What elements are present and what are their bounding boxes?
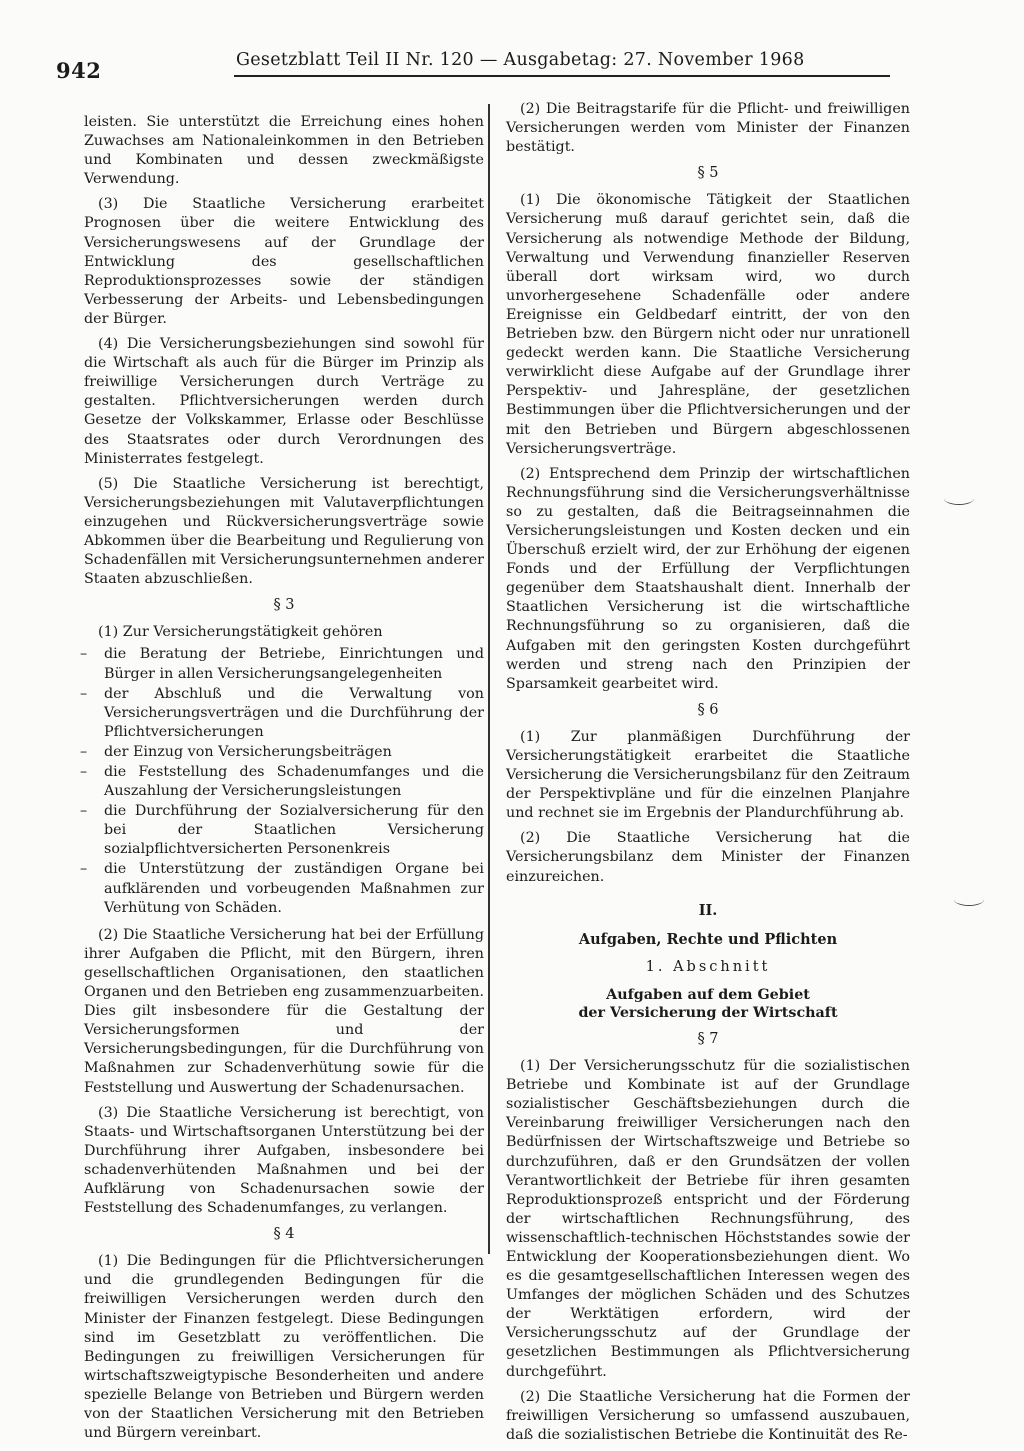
section-heading-3: § 3 bbox=[273, 597, 295, 614]
paragraph: leisten. Sie unterstützt die Erreichung eines hohen Zuwachses am Nationaleinkommen in den Betrieben und Kombinaten und dessen zweckmäßigste Verwendung. bbox=[84, 114, 484, 188]
right-column bbox=[506, 100, 910, 1451]
paragraph: (1) Die Bedingungen für die Pflichtversicherungen und die grundlegenden Bedingungen für die freiwilligen Versicherungen werden durch den Minister der Finanzen festgelegt. Diese Bedingungen sind im Gesetzblatt zu veröffentlichen. Die Bedingungen zu freiwilligen Versicherungen für wirtschaftszweigtypische Besonderheiten und andere spezielle Belange von Betrieben und Bürgern werden von der Staatlichen Versicherung mit den Betrieben und Bürgern vereinbart. bbox=[84, 1253, 484, 1442]
paragraph: (3) Die Staatliche Versicherung ist berechtigt, von Staats- und Wirtschaftsorganen Unterstützung bei der Durchführung ihrer Aufgaben, insbesondere bei schadenverhütenden Maßnahmen und bei der Aufklärung von Schadenursachen sowie der Feststellung des Schadenumfanges, zu verlangen. bbox=[84, 1104, 484, 1217]
list-item: – die Durchführung der Sozialversicherung für den bei der Staatlichen Versicherung sozialpflichtversicherten Personenkreis bbox=[84, 802, 484, 859]
header-title: Gesetzblatt Teil II Nr. 120 — Ausgabetag: 27. November 1968 bbox=[236, 50, 805, 70]
paragraph: (2) Entsprechend dem Prinzip der wirtschaftlichen Rechnungsführung sind die Versicherungsverhältnisse so zu gestalten, daß die Beitragseinnahmen die Versicherungsleistungen und Kosten decken und ein Überschuß erzielt wird, der zur Erhöhung der eigenen Fonds und der Erfüllung der Verpflichtungen gegenüber dem Staatshaushalt dient. Innerhalb der Staatlichen Versicherung ist die wirtschaftliche Rechnungsführung so zu organisieren, daß die Aufgaben mit den geringsten Kosten durchgeführt werden und streng nach den Prinzipien der Sparsamkeit gearbeitet wird. bbox=[506, 465, 910, 692]
duty-list bbox=[84, 645, 484, 917]
list-intro: (1) Zur Versicherungstätigkeit gehören bbox=[98, 624, 383, 641]
chapter-title-line: Aufgaben auf dem Gebiet bbox=[606, 986, 810, 1003]
left-column bbox=[84, 113, 484, 1449]
margin-mark bbox=[944, 492, 974, 505]
section-heading-5: § 5 bbox=[697, 165, 719, 182]
paragraph: (1) Zur planmäßigen Durchführung der Versicherungstätigkeit erarbeitet die Staatliche Versicherung die Versicherungsbilanz für den Zeitraum der Perspektivpläne und für die einzelnen Planjahre und rechnet sie im Ergebnis der Plandurchführung ab. bbox=[506, 728, 910, 822]
paragraph: (1) Der Versicherungsschutz für die sozialistischen Betriebe und Kombinate ist auf der Grundlage sozialistischer Geschäftsbeziehungen durch die Vereinbarung freiwilliger Versicherungen nach den Bedürfnissen der Wirtschaftszweige und Betriebe so durchzuführen, daß er den Grundsätzen der vollen Verantwortlichkeit der Betriebe für ihren gesamten Reproduktionsprozeß entspricht und der Förderung der wirtschaftlichen Rechnungsführung, des wissenschaftlich-technischen Höchststandes sowie der Entwicklung der Kooperationsbeziehungen dient. Wo es die gesamtgesellschaftlichen Interessen wegen des Umfanges der möglichen Schäden und des Schutzes der Werktätigen erfordern, wird der Versicherungsschutz auf der Grundlage der gesetzlichen Bestimmungen als Pflichtversicherung durchgeführt. bbox=[506, 1058, 910, 1380]
chapter-title bbox=[506, 986, 910, 1022]
chapter-label: 1. Abschnitt bbox=[645, 958, 771, 975]
section-heading-7: § 7 bbox=[697, 1030, 719, 1047]
chapter-title-line: der Versicherung der Wirtschaft bbox=[578, 1004, 838, 1021]
list-item: – die Beratung der Betriebe, Einrichtungen und Bürger in allen Versicherungsangelegenheiten bbox=[84, 645, 484, 683]
list-item: – die Feststellung des Schadenumfanges und die Auszahlung der Versicherungsleistungen bbox=[84, 763, 484, 801]
column-divider bbox=[488, 104, 490, 1254]
section-heading-6: § 6 bbox=[697, 701, 719, 718]
paragraph: (4) Die Versicherungsbeziehungen sind sowohl für die Wirtschaft als auch für die Bürger im Prinzip als freiwillige Versicherungen durch Verträge zu gestalten. Pflichtversicherungen werden durch Gesetze der Volkskammer, Erlasse oder Beschlüsse des Staatsrates oder durch Verordnungen des Ministerrates festgelegt. bbox=[84, 336, 484, 467]
list-item: – der Abschluß und die Verwaltung von Versicherungsverträgen und die Durchführung der Pflichtversicherungen bbox=[84, 685, 484, 742]
paragraph: (2) Die Staatliche Versicherung hat die Formen der freiwilligen Versicherung so umfassend auszubauen, daß die sozialistischen Betriebe die Kontinuität des Re- bbox=[506, 1388, 910, 1443]
paragraph: (5) Die Staatliche Versicherung ist berechtigt, Versicherungsbeziehungen mit Valutaverpflichtungen einzugehen und Rückversicherungsverträge sowie Abkommen über die Bearbeitung und Regulierung von Schadenfällen mit Versicherungsunternehmen anderer Staaten abzuschließen. bbox=[84, 475, 484, 588]
paragraph: (2) Die Staatliche Versicherung hat bei der Erfüllung ihrer Aufgaben die Pflicht, mit den Bürgern, ihren gesellschaftlichen Organisationen, den staatlichen Organen und den Betrieben eng zusammenzuarbeiten. Dies gilt insbesondere für die Gestaltung der Versicherungsformen und der Versicherungsbedingungen, für die Durchführung von Maßnahmen zur Schadenverhütung sowie für die Feststellung und Auswertung der Schadenursachen. bbox=[84, 926, 484, 1096]
paragraph: (2) Die Beitragstarife für die Pflicht- und freiwilligen Versicherungen werden vom Minister der Finanzen bestätigt. bbox=[506, 101, 910, 156]
part-number: II. bbox=[698, 901, 718, 919]
paragraph: (3) Die Staatliche Versicherung erarbeitet Prognosen über die weitere Entwicklung des Versicherungswesens auf der Grundlage der Entwicklung des gesellschaftlichen Reproduktionsprozesses sowie der ständigen Verbesserung der Arbeits- und Lebensbedingungen der Bürger. bbox=[84, 196, 484, 327]
margin-mark bbox=[954, 893, 984, 906]
section-heading-4: § 4 bbox=[273, 1226, 295, 1243]
list-item: – der Einzug von Versicherungsbeiträgen bbox=[84, 743, 484, 762]
header-rule bbox=[234, 75, 890, 77]
part-title: Aufgaben, Rechte und Pflichten bbox=[578, 930, 838, 948]
paragraph: (1) Die ökonomische Tätigkeit der Staatlichen Versicherung muß darauf gerichtet sein, daß die Versicherung als notwendige Methode der Bildung, Verwaltung und Verwendung finanzieller Reserven überall dort wirksam wird, wo durch unvorhergesehene Schadenfälle oder andere Ereignisse ein Geldbedarf eintritt, der von den Betrieben bzw. den Bürgern nicht oder nur unrationell gedeckt werden kann. Die Staatliche Versicherung verwirklicht diese Aufgabe auf der Grundlage ihrer Perspektiv- und Jahrespläne, der gesetzlichen Bestimmungen über die Pflichtversicherungen und der mit den Betrieben und Bürgern abgeschlossenen Versicherungsverträge. bbox=[506, 192, 910, 457]
list-item: – die Unterstützung der zuständigen Organe bei aufklärenden und vorbeugenden Maßnahmen zur Verhütung von Schäden. bbox=[84, 860, 484, 917]
paragraph: (2) Die Staatliche Versicherung hat die Versicherungsbilanz dem Minister der Finanzen einzureichen. bbox=[506, 830, 910, 885]
page-number: 942 bbox=[56, 58, 102, 83]
